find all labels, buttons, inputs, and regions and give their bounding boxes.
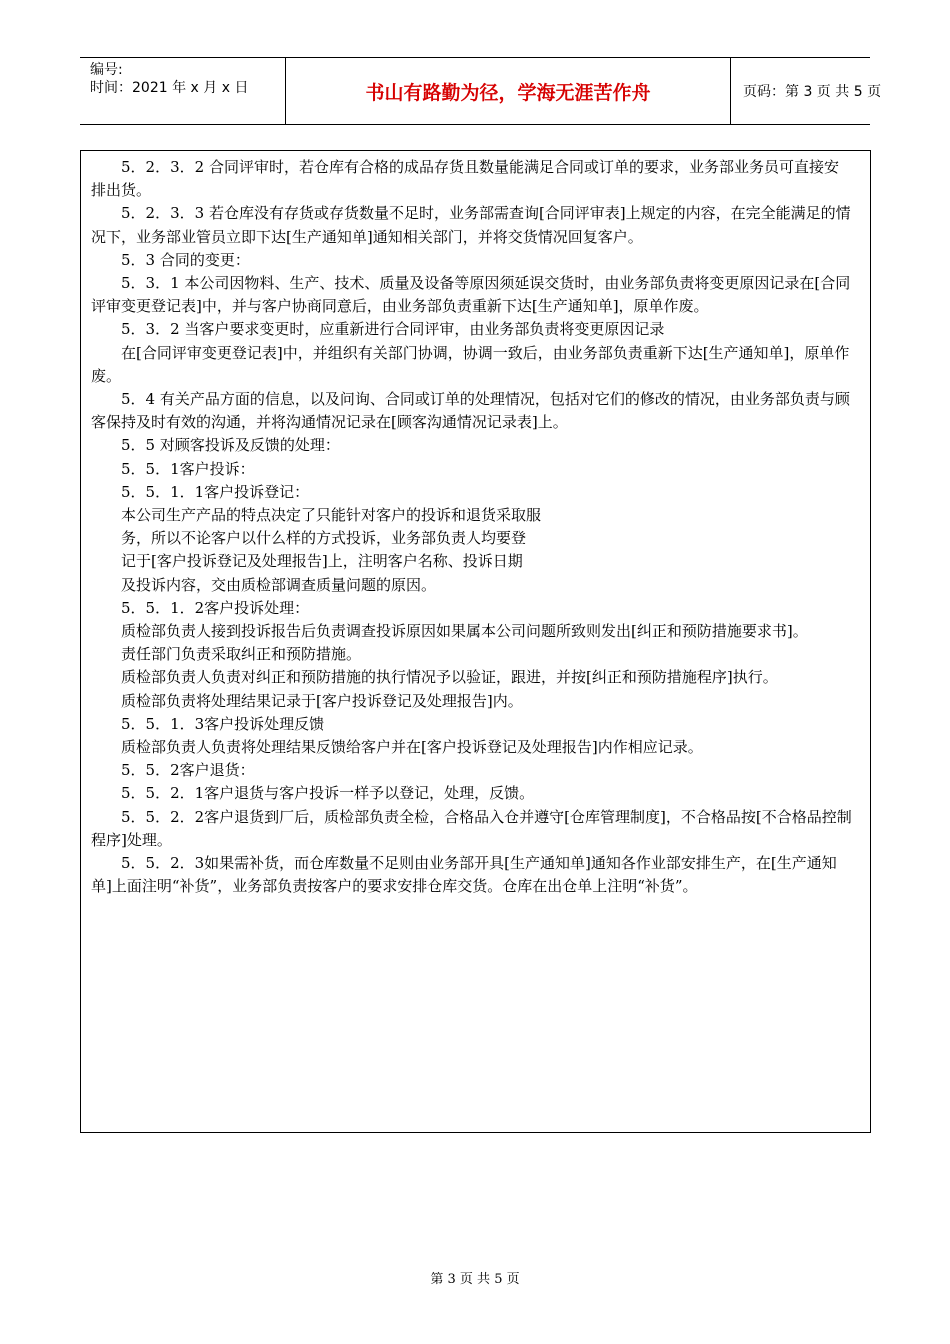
header-motto-cell [285,57,731,125]
paragraph-5-5-2-3: 5．5．2．3如果需补货，而仓库数量不足则由业务部开具[生产通知单]通知各作业部安排生产，在[生产通知单]上面注明“补货”，业务部负责按客户的要求安排仓库交货。仓库在出仓单上注明“补货”。 [91,854,837,896]
heading-5-5-1-1: 5．5．1．1客户投诉登记： [121,482,310,501]
paragraph-5-5-2-1: 5．5．2．1客户退货与客户投诉一样予以登记，处理，反馈。 [121,784,535,803]
paragraph-5-5-2-2: 5．5．2．2客户退货到厂后，质检部负责全检，合格品入仓并遵守[仓库管理制度]，不合格品按[不合格品控制程序]处理。 [91,807,852,849]
complaint-line-1: 本公司生产产品的特点决定了只能针对客户的投诉和退货采取服 [121,506,542,525]
complaint-line-2: 务，所以不论客户以什么样的方式投诉，业务部负责人均要登 [121,529,527,548]
complaint-line-4: 及投诉内容，交由质检部调查质量问题的原因。 [121,575,437,594]
paragraph-5-2-3-3: 5．2．3．3 若仓库没有存货或存货数量不足时，业务部需查询[合同评审表]上规定的内容，在完全能满足的情况下，业务部业管员立即下达[生产通知单]通知相关部门，并将交货情况回复客户。 [91,204,851,246]
paragraph-record-result: 质检部负责将处理结果记录于[客户投诉登记及处理报告]内。 [121,691,523,710]
page-footer: 第 3 页 共 5 页 [430,1272,520,1287]
heading-5-5-1: 5．5．1客户投诉： [121,459,255,478]
paragraph-complaint-handling: 质检部负责人接到投诉报告后负责调查投诉原因如果属本公司问题所致则发出[纠正和预防措施要求书]。 [121,622,808,641]
heading-5-5: 5．5 对顾客投诉及反馈的处理： [121,436,340,455]
heading-5-3: 5．3 合同的变更： [121,250,250,269]
paragraph-5-3-2-continued: 在[合同评审变更登记表]中，并组织有关部门协调，协调一致后，由业务部负责重新下达[生产通知单]，原单作废。 [91,343,850,385]
document-time-label: 时间：2021 年 x 月 x 日 [90,80,249,96]
paragraph-feedback: 质检部负责人负责将处理结果反馈给客户并在[客户投诉登记及处理报告]内作相应记录。 [121,738,703,757]
heading-5-5-1-2: 5．5．1．2客户投诉处理： [121,598,310,617]
header-page-info: 页码：第 3 页 共 5 页 [743,84,882,100]
paragraph-5-2-3-2: 5．2．3．2 合同评审时，若仓库有合格的成品存货且数量能满足合同或订单的要求，业务部业务员可直接安排出货。 [91,158,839,200]
complaint-line-3: 记于[客户投诉登记及处理报告]上，注明客户名称、投诉日期 [121,552,523,571]
paragraph-5-3-2: 5．3．2 当客户要求变更时，应重新进行合同评审，由业务部负责将变更原因记录 [121,320,665,339]
paragraph-5-3-1: 5．3．1 本公司因物料、生产、技术、质量及设备等原因须延误交货时，由业务部负责将变更原因记录在[合同评审变更登记表]中，并与客户协商同意后，由业务部负责重新下达[生产通知单]，原单作废。 [91,274,851,316]
document-content-box [80,150,871,1133]
paragraph-responsible-dept: 责任部门负责采取纠正和预防措施。 [121,645,362,664]
paragraph-verification: 质检部负责人负责对纠正和预防措施的执行情况予以验证，跟进，并按[纠正和预防措施程序]执行。 [121,668,778,687]
header-meta [90,61,285,97]
heading-5-5-2: 5．5．2客户退货： [121,761,255,780]
header-motto: 书山有路勤为径，学海无涯苦作舟 [365,81,651,104]
document-number-label: 编号: [90,62,123,78]
paragraph-5-4: 5．4 有关产品方面的信息，以及问询、合同或订单的处理情况，包括对它们的修改的情况，由业务部负责与顾客保持及时有效的沟通，并将沟通情况记录在[顾客沟通情况记录表]上。 [91,390,850,432]
page-header [80,57,882,125]
heading-5-5-1-3: 5．5．1．3客户投诉处理反馈 [121,714,325,733]
